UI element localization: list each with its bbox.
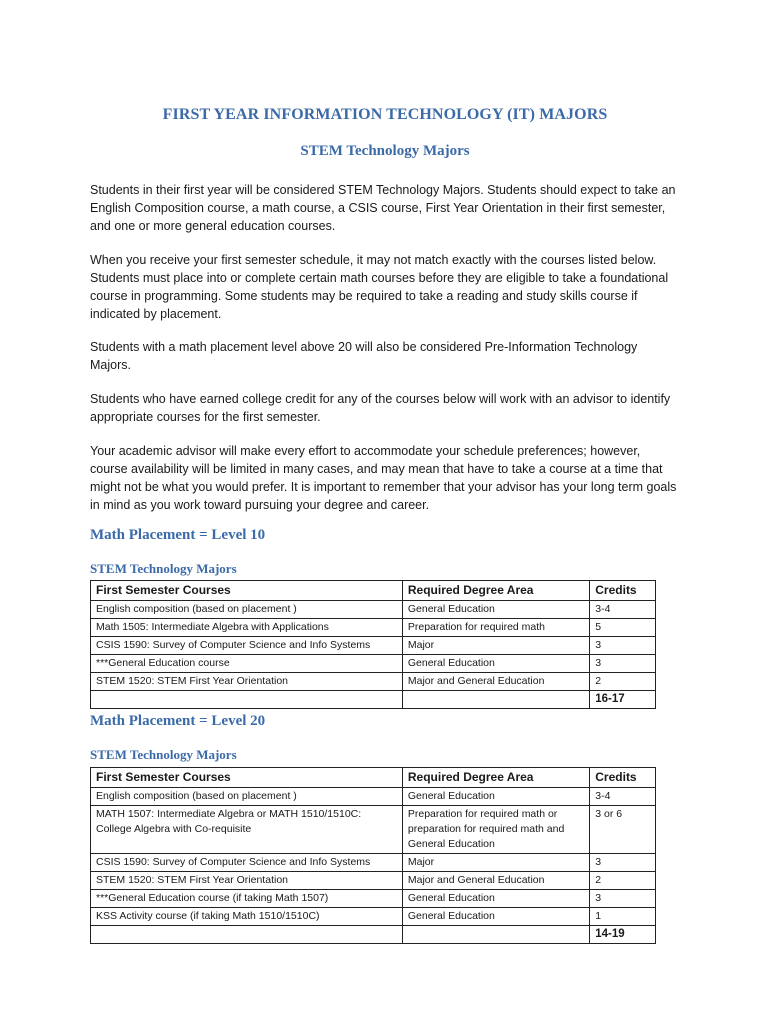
column-header-courses: First Semester Courses <box>91 581 403 601</box>
document-subtitle: STEM Technology Majors <box>300 143 470 159</box>
table-row <box>91 637 656 655</box>
empty-cell <box>402 926 589 944</box>
credits-cell: 3 <box>590 655 656 673</box>
section-subheading-level-20: STEM Technology Majors <box>90 747 237 762</box>
table-row <box>91 806 656 854</box>
credits-cell: 3 <box>590 637 656 655</box>
course-cell: Math 1505: Intermediate Algebra with Applications <box>91 619 403 637</box>
degree-area-cell: General Education <box>402 601 589 619</box>
table-row <box>91 908 656 926</box>
course-cell: English composition (based on placement ) <box>91 788 403 806</box>
table-row <box>91 601 656 619</box>
column-header-credits: Credits <box>590 768 656 788</box>
credits-cell: 2 <box>590 872 656 890</box>
credits-cell: 2 <box>590 673 656 691</box>
degree-area-cell: Preparation for required math <box>402 619 589 637</box>
degree-area-cell: Major <box>402 854 589 872</box>
paragraph-placement: Students with a math placement level above 20 will also be considered Pre-Information Technology Majors. <box>90 340 638 372</box>
table-row <box>91 673 656 691</box>
column-header-degree-area: Required Degree Area <box>402 768 589 788</box>
table-row <box>91 854 656 872</box>
table-row <box>91 788 656 806</box>
course-cell: STEM 1520: STEM First Year Orientation <box>91 673 403 691</box>
degree-area-cell: Preparation for required math or preparation for required math and General Education <box>402 806 589 854</box>
degree-area-cell: General Education <box>402 788 589 806</box>
degree-area-cell: General Education <box>402 655 589 673</box>
paragraph-college-credit: Students who have earned college credit for any of the courses below will work with an advisor to identify appropriate courses for the first semester. <box>90 392 671 424</box>
empty-cell <box>402 691 589 709</box>
table-total-row <box>91 691 656 709</box>
course-cell: CSIS 1590: Survey of Computer Science and Info Systems <box>91 854 403 872</box>
empty-cell <box>91 926 403 944</box>
column-header-credits: Credits <box>590 581 656 601</box>
column-header-degree-area: Required Degree Area <box>402 581 589 601</box>
total-credits-cell: 16-17 <box>590 691 656 709</box>
empty-cell <box>91 691 403 709</box>
credits-cell: 3 <box>590 890 656 908</box>
paragraph-advisor: Your academic advisor will make every effort to accommodate your schedule preferences; however, course availability will be limited in many cases, and may mean that have to take a course at a time that might not be what you would prefer. It is important to remember that your advisor has your long term goals in mind as you work toward pursuing your degree and career. <box>90 444 677 512</box>
total-credits-cell: 14-19 <box>590 926 656 944</box>
table-row <box>91 890 656 908</box>
table-row <box>91 872 656 890</box>
credits-cell: 3 or 6 <box>590 806 656 854</box>
section-heading-level-10: Math Placement = Level 10 <box>90 527 266 543</box>
course-cell: English composition (based on placement ) <box>91 601 403 619</box>
table-header-row <box>91 768 656 788</box>
course-cell: CSIS 1590: Survey of Computer Science and Info Systems <box>91 637 403 655</box>
course-cell: MATH 1507: Intermediate Algebra or MATH 1510/1510C: College Algebra with Co-requisite <box>91 806 403 854</box>
course-table-level-20 <box>90 767 656 944</box>
credits-cell: 1 <box>590 908 656 926</box>
table-header-row <box>91 581 656 601</box>
degree-area-cell: General Education <box>402 890 589 908</box>
credits-cell: 5 <box>590 619 656 637</box>
degree-area-cell: Major <box>402 637 589 655</box>
table-row <box>91 655 656 673</box>
course-cell: ***General Education course <box>91 655 403 673</box>
course-cell: ***General Education course (if taking Math 1507) <box>91 890 403 908</box>
paragraph-schedule: When you receive your first semester schedule, it may not match exactly with the courses listed below. Students must place into or complete certain math courses before they are eligible to take a foundational course in programming. Some students may be required to take a reading and study skills course if indicated by placement. <box>90 253 669 321</box>
table-total-row <box>91 926 656 944</box>
course-cell: STEM 1520: STEM First Year Orientation <box>91 872 403 890</box>
course-table-level-10 <box>90 580 656 709</box>
document-title: FIRST YEAR INFORMATION TECHNOLOGY (IT) MAJORS <box>162 106 608 123</box>
credits-cell: 3 <box>590 854 656 872</box>
section-subheading-level-10: STEM Technology Majors <box>90 561 237 576</box>
credits-cell: 3-4 <box>590 788 656 806</box>
degree-area-cell: Major and General Education <box>402 872 589 890</box>
table-row <box>91 619 656 637</box>
section-heading-level-20: Math Placement = Level 20 <box>90 713 266 729</box>
credits-cell: 3-4 <box>590 601 656 619</box>
course-cell: KSS Activity course (if taking Math 1510/1510C) <box>91 908 403 926</box>
column-header-courses: First Semester Courses <box>91 768 403 788</box>
degree-area-cell: General Education <box>402 908 589 926</box>
paragraph-intro: Students in their first year will be considered STEM Technology Majors. Students should expect to take an English Composition course, a math course, a CSIS course, First Year Orientation in their first semester, and one or more general education courses. <box>90 183 676 233</box>
degree-area-cell: Major and General Education <box>402 673 589 691</box>
